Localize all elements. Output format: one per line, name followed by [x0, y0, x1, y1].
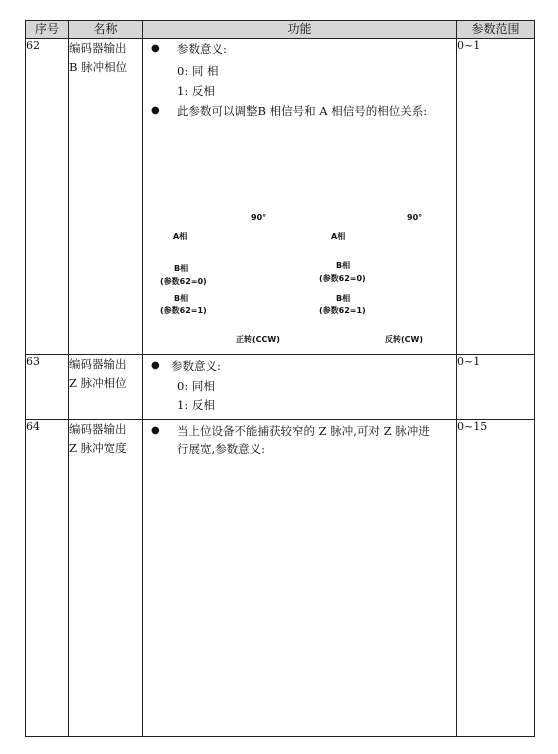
param-name-line2: B 脉冲相位: [69, 60, 128, 74]
param-function: [143, 39, 457, 355]
param-number: 64: [26, 420, 69, 737]
diagram-param-eq1-right: (参数62=1): [319, 306, 366, 315]
header-name: 名称: [69, 21, 143, 39]
diagram-b-phase-left-0: B相: [174, 264, 189, 273]
param-name-line1: 编码器输出: [69, 422, 127, 436]
param-number: 62: [26, 39, 69, 355]
parameter-table: [25, 20, 535, 737]
description: 此参数可以调整B 相信号和 A 相信号的相位关系:: [177, 104, 428, 118]
bullet-icon: ●: [151, 360, 160, 371]
table-header-row: [26, 21, 535, 39]
diagram-b-phase-right-1: B相: [336, 294, 351, 303]
header-no: 序号: [26, 21, 69, 39]
param-range: 0~1: [457, 355, 535, 420]
diagram-b-phase-left-1: B相: [174, 294, 189, 303]
param-range: 0~15: [457, 420, 535, 737]
diagram-a-phase-left: A相: [173, 232, 188, 241]
diagram-degree-right: 90°: [407, 213, 423, 222]
option-0: 0: 同相: [177, 379, 215, 393]
bullet-icon: ●: [151, 43, 160, 54]
header-function: 功能: [143, 21, 457, 39]
diagram-param-eq1-left: (参数62=1): [160, 306, 207, 315]
param-range: 0~1: [457, 39, 535, 355]
table-row: [26, 355, 535, 420]
meaning-label: 参数意义:: [177, 42, 227, 56]
param-name-line1: 编码器输出: [69, 357, 127, 371]
description-line2: 行展宽,参数意义:: [177, 442, 266, 456]
diagram-forward-label: 正转(CCW): [236, 335, 280, 344]
diagram-b-phase-right-0: B相: [336, 261, 351, 270]
bullet-icon: ●: [151, 105, 160, 116]
param-name-line2: Z 脉冲宽度: [69, 441, 127, 455]
diagram-degree-left: 90°: [251, 213, 267, 222]
table-row: [26, 39, 535, 355]
table-row: [26, 420, 535, 737]
option-1: 1: 反相: [177, 84, 215, 98]
diagram-a-phase-right: A相: [331, 232, 346, 241]
option-0: 0: 同 相: [177, 64, 219, 78]
param-number: 63: [26, 355, 69, 420]
diagram-param-eq0-left: (参数62=0): [160, 277, 207, 286]
param-name: [69, 355, 143, 420]
param-function: [143, 420, 457, 737]
param-name-line1: 编码器输出: [69, 41, 127, 55]
bullet-icon: ●: [151, 425, 160, 436]
param-function: [143, 355, 457, 420]
header-range: 参数范围: [457, 21, 535, 39]
param-name-line2: Z 脉冲相位: [69, 376, 127, 390]
diagram-param-eq0-right: (参数62=0): [319, 274, 366, 283]
description-line1: 当上位设备不能捕获较窄的 Z 脉冲,可对 Z 脉冲进: [177, 424, 430, 438]
param-name: [69, 39, 143, 355]
option-1: 1: 反相: [177, 398, 215, 412]
diagram-reverse-label: 反转(CW): [385, 335, 424, 344]
meaning-label: 参数意义:: [171, 359, 221, 373]
param-name: [69, 420, 143, 737]
